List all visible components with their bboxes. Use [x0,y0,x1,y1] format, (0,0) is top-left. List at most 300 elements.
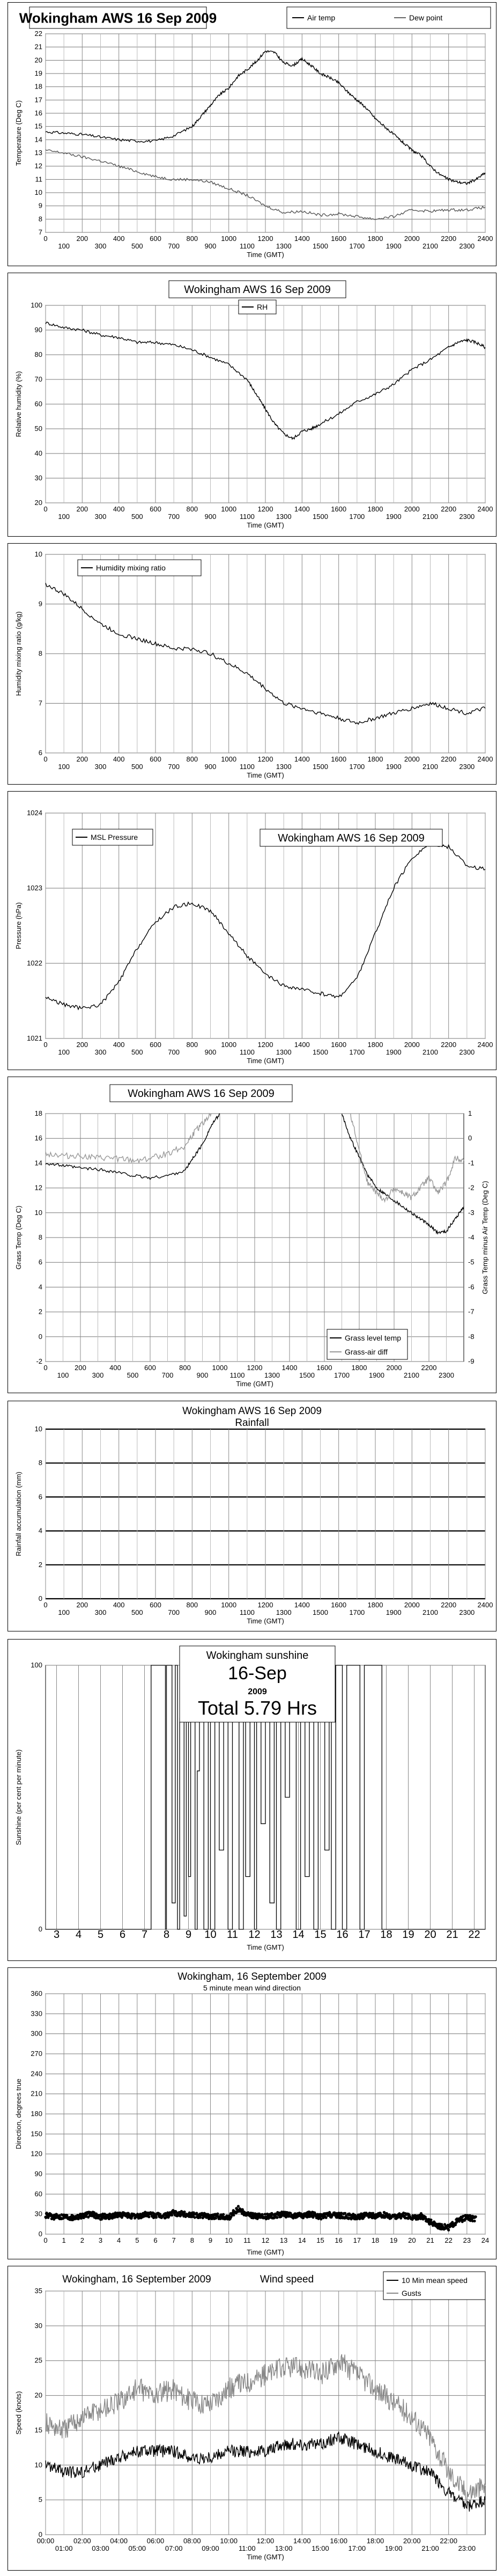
x-tick-label: 2300 [459,763,475,771]
x-tick-label: 300 [94,242,107,250]
wind-direction-point [276,2216,278,2219]
y-tick-label: 8 [38,1459,42,1467]
x-tick-label: 04:00 [110,2537,128,2545]
x-tick-label: 800 [186,755,198,763]
x-axis-label: Time (GMT) [247,521,284,529]
x-tick-label: 700 [168,242,180,250]
x-tick-label: 700 [161,1371,174,1379]
x-tick-label: 12 [261,2236,270,2244]
x-tick-label: 1800 [367,1041,383,1049]
y-axis-label: Temperature (Deg C) [14,100,23,166]
y-tick-label: 100 [31,301,42,309]
x-tick-label: 1200 [257,505,273,513]
rainfall-chart [8,1401,496,1631]
x-tick-label: 800 [186,1601,198,1609]
y-right-tick-label: -9 [468,1357,475,1365]
y-tick-label: 10 [34,1425,42,1433]
x-tick-label: 20:00 [403,2537,421,2545]
y-tick-label: 10 [34,188,42,196]
x-tick-label: 15 [314,1929,327,1941]
x-tick-label: 1400 [294,235,310,243]
y-tick-label: 1023 [27,884,42,892]
x-tick-label: 400 [113,755,125,763]
x-tick-label: 1800 [367,505,383,513]
x-tick-label: 800 [186,1041,198,1049]
x-tick-label: 200 [76,505,88,513]
x-tick-label: 1400 [294,1601,310,1609]
legend-label: RH [257,303,268,311]
y-tick-label: 18 [34,1109,42,1117]
x-tick-label: 9 [185,1929,192,1941]
x-tick-label: 1500 [313,763,328,771]
x-tick-label: 1200 [247,1364,263,1372]
x-tick-label: 1100 [239,763,255,771]
y-tick-label: 10 [34,1208,42,1217]
x-tick-label: 10 [204,1929,217,1941]
x-tick-label: 1000 [221,1601,237,1609]
y-axis-label: Pressure (hPa) [14,902,23,949]
x-tick-label: 400 [109,1364,121,1372]
x-tick-label: 1700 [349,1048,365,1056]
x-tick-label: 1600 [331,1041,347,1049]
chart-year: 2009 [248,1687,267,1696]
x-tick-label: 2000 [404,1041,420,1049]
y-tick-label: 20 [34,499,42,507]
y-tick-label: 70 [34,375,42,383]
y-tick-label: 1021 [27,1034,42,1042]
x-tick-label: 21:00 [421,2544,439,2552]
y-tick-label: 25 [34,2356,42,2365]
x-tick-label: 20 [424,1929,436,1941]
chart-panel-wind-speed [8,2266,496,2571]
x-tick-label: 900 [204,1048,217,1056]
x-tick-label: 18 [371,2236,380,2244]
x-axis-label: Time (GMT) [247,771,284,779]
x-tick-label: 300 [94,1048,107,1056]
x-tick-label: 300 [94,1608,107,1616]
x-tick-label: 2300 [459,1608,475,1616]
chart-title: Wokingham AWS 16 Sep 2009 [182,1406,322,1417]
x-tick-label: 2000 [404,235,420,243]
x-tick-label: 10 [225,2236,233,2244]
x-tick-label: 1100 [239,1608,255,1616]
x-tick-label: 2100 [404,1371,419,1379]
chart-title: Wokingham, 16 September 2009 [62,2274,211,2285]
chart-title: Wokingham AWS 16 Sep 2009 [184,284,331,296]
x-tick-label: 2300 [459,513,475,521]
wind-direction-point [183,2211,186,2213]
chart-title: Wokingham AWS 16 Sep 2009 [128,1088,275,1100]
y-tick-label: 0 [38,1332,42,1341]
y-tick-label: 0 [38,2230,42,2238]
y-right-tick-label: -6 [468,1283,475,1291]
x-tick-label: 1200 [257,755,273,763]
wind-direction-point [475,2215,477,2218]
y-right-tick-label: -4 [468,1233,475,1241]
x-tick-label: 21 [426,2236,434,2244]
y-tick-label: 15 [34,2426,42,2434]
x-tick-label: 11:00 [239,2544,256,2552]
y-tick-label: 17 [34,96,42,104]
x-tick-label: 600 [150,235,161,243]
chart-subtitle: 16-Sep [228,1663,287,1684]
x-tick-label: 23:00 [458,2544,476,2552]
y-tick-label: 80 [34,350,42,358]
wind-direction-point [325,2216,328,2219]
x-tick-label: 600 [150,1601,161,1609]
y-tick-label: 60 [34,2190,42,2198]
x-tick-label: 11 [243,2236,251,2244]
x-tick-label: 2100 [423,763,438,771]
y-tick-label: 30 [34,2209,42,2218]
y-tick-label: 330 [31,2009,42,2018]
y-right-tick-label: -3 [468,1208,475,1217]
x-tick-label: 18:00 [366,2537,384,2545]
x-tick-label: 500 [131,1608,143,1616]
y-tick-label: 12 [34,162,42,170]
y-tick-label: 22 [34,30,42,38]
y-tick-label: 360 [31,1989,42,1997]
y-right-tick-label: 1 [468,1109,472,1117]
y-right-axis-label: Grass Temp minus Air Temp (Deg C) [481,1181,489,1294]
y-tick-label: 4 [38,1526,42,1535]
x-tick-label: 2200 [441,1601,457,1609]
chart-panel-humidity [8,273,496,537]
x-tick-label: 1200 [257,1041,273,1049]
y-tick-label: 10 [34,2461,42,2469]
x-tick-label: 15:00 [312,2544,329,2552]
chart-title: Wokingham sunshine [206,1650,309,1662]
x-tick-label: 1900 [369,1371,384,1379]
x-tick-label: 1100 [239,513,255,521]
legend-label: Air temp [307,13,336,22]
y-tick-label: 6 [38,1258,42,1267]
x-tick-label: 1600 [316,1364,332,1372]
x-tick-label: 13 [270,1929,283,1941]
x-tick-label: 1600 [331,1601,347,1609]
x-tick-label: 20 [408,2236,416,2244]
x-tick-label: 19 [402,1929,414,1941]
x-tick-label: 1900 [386,1048,402,1056]
x-tick-label: 1000 [212,1364,228,1372]
x-tick-label: 1600 [331,755,347,763]
x-tick-label: 07:00 [165,2544,183,2552]
chart-title: Wokingham, 16 September 2009 [177,1971,327,1982]
y-tick-label: 6 [38,1492,42,1501]
y-tick-label: 30 [34,2321,42,2330]
x-tick-label: 300 [94,763,107,771]
legend-label: Humidity mixing ratio [96,564,166,572]
y-tick-label: -2 [36,1357,42,1365]
x-tick-label: 1000 [221,235,237,243]
x-tick-label: 1300 [276,1048,292,1056]
y-tick-label: 5 [38,2496,42,2504]
x-tick-label: 1400 [294,755,310,763]
y-tick-label: 16 [34,1134,42,1143]
x-tick-label: 1400 [294,1041,310,1049]
x-tick-label: 22 [444,2236,453,2244]
y-axis-label: Speed (knots) [14,2391,23,2435]
legend-label: Grass-air diff [345,1348,388,1356]
y-tick-label: 1024 [27,809,42,817]
wind-direction-point [147,2215,150,2218]
y-tick-label: 9 [38,201,42,210]
x-tick-label: 0 [43,1601,48,1609]
x-tick-label: 900 [204,242,217,250]
x-tick-label: 5 [135,2236,139,2244]
x-tick-label: 17:00 [348,2544,366,2552]
x-tick-label: 1800 [367,1601,383,1609]
x-tick-label: 1300 [276,242,292,250]
x-tick-label: 1200 [257,235,273,243]
x-tick-label: 1800 [367,235,383,243]
y-tick-label: 90 [34,2170,42,2178]
x-tick-label: 2100 [423,1608,438,1616]
x-tick-label: 100 [58,763,70,771]
y-tick-label: 20 [34,2391,42,2399]
wind-direction-point [232,2214,235,2216]
x-tick-label: 2200 [441,755,457,763]
y-tick-label: 90 [34,326,42,334]
x-tick-label: 0 [43,755,48,763]
chart-panel-temperature [8,2,496,266]
x-tick-label: 1800 [367,755,383,763]
x-tick-label: 1600 [331,235,347,243]
x-tick-label: 400 [113,1041,125,1049]
x-tick-label: 5 [97,1929,104,1941]
x-tick-label: 800 [179,1364,191,1372]
x-tick-label: 100 [58,1608,70,1616]
chart-panel-mixing-ratio [8,543,496,785]
y-tick-label: 10 [34,550,42,558]
x-tick-label: 2400 [477,505,493,513]
x-tick-label: 6 [153,2236,158,2244]
x-tick-label: 1800 [351,1364,367,1372]
x-tick-label: 03:00 [92,2544,109,2552]
y-tick-label: 180 [31,2110,42,2118]
x-tick-label: 900 [204,513,217,521]
chart-panel-sunshine [8,1639,496,1961]
x-tick-label: 14 [298,2236,306,2244]
x-tick-label: 600 [150,755,161,763]
chart-subtitle: Wind speed [260,2274,314,2285]
x-tick-label: 9 [208,2236,213,2244]
y-tick-label: 19 [34,69,42,77]
x-tick-label: 1 [62,2236,66,2244]
y-right-tick-label: -7 [468,1307,475,1316]
legend-label: 10 Min mean speed [402,2276,468,2285]
y-axis-label: Rainfall accumulation (mm) [14,1472,23,1556]
x-tick-label: 2100 [423,1048,438,1056]
wind-direction-point [222,2213,225,2216]
x-tick-label: 0 [43,2236,48,2244]
x-tick-label: 2300 [459,1048,475,1056]
x-tick-label: 1400 [281,1364,298,1372]
y-tick-label: 12 [34,1183,42,1192]
y-right-tick-label: 0 [468,1134,472,1143]
wind-direction-point [237,2205,240,2208]
mixing-ratio-chart [8,544,496,784]
x-tick-label: 19:00 [384,2544,403,2552]
x-tick-label: 10:00 [220,2537,238,2545]
x-tick-label: 1300 [276,763,292,771]
y-tick-label: 18 [34,82,42,91]
x-tick-label: 0 [43,1364,48,1372]
x-tick-label: 05:00 [128,2544,146,2552]
y-tick-label: 1022 [27,959,42,967]
y-tick-label: 50 [34,425,42,433]
x-tick-label: 13:00 [275,2544,293,2552]
x-tick-label: 16:00 [330,2537,347,2545]
chart-panel-pressure [8,791,496,1070]
x-tick-label: 400 [113,235,125,243]
x-tick-label: 1100 [229,1371,245,1379]
x-tick-label: 4 [75,1929,82,1941]
x-tick-label: 24 [481,2236,490,2244]
wind-direction-point [429,2219,432,2221]
chart-subtitle: Rainfall [235,1417,269,1429]
y-tick-label: 270 [31,2050,42,2058]
x-tick-label: 500 [131,242,143,250]
x-tick-label: 14 [292,1929,305,1941]
x-tick-label: 1000 [221,505,237,513]
x-axis-label: Time (GMT) [247,2553,284,2561]
wind-direction-point [473,2220,476,2222]
x-tick-label: 12:00 [256,2537,275,2545]
legend-label: MSL Pressure [91,833,138,841]
y-tick-label: 0 [38,1594,42,1602]
y-axis-label: Sunshine (per cent per minute) [14,1749,23,1846]
y-tick-label: 210 [31,2089,42,2098]
legend-label: Dew point [409,13,443,22]
x-tick-label: 100 [58,513,70,521]
x-tick-label: 300 [92,1371,104,1379]
x-tick-label: 21 [446,1929,458,1941]
y-tick-label: 21 [34,42,42,51]
x-axis-label: Time (GMT) [247,1057,284,1065]
pressure-chart [8,792,496,1070]
x-tick-label: 700 [168,1608,180,1616]
x-tick-label: 15 [316,2236,324,2244]
x-tick-label: 1300 [276,513,292,521]
x-tick-label: 500 [131,513,143,521]
y-tick-label: 100 [31,1661,42,1669]
x-tick-label: 1700 [349,763,365,771]
wind-speed-chart [8,2266,496,2570]
y-tick-label: 8 [38,649,42,657]
x-tick-label: 200 [76,755,88,763]
x-tick-label: 14:00 [293,2537,311,2545]
x-tick-label: 1300 [264,1371,280,1379]
x-tick-label: 18 [380,1929,392,1941]
x-tick-label: 00:00 [36,2537,55,2545]
x-tick-label: 1300 [276,1608,292,1616]
legend-label: Grass level temp [345,1334,402,1342]
x-tick-label: 700 [168,763,180,771]
x-tick-label: 1500 [313,242,328,250]
chart-panel-rainfall [8,1401,496,1631]
x-tick-label: 400 [113,505,125,513]
x-tick-label: 700 [168,513,180,521]
x-axis-label: Time (GMT) [247,1617,284,1625]
y-tick-label: 7 [38,228,42,236]
y-tick-label: 2 [38,1307,42,1316]
y-tick-label: 14 [34,1159,42,1167]
y-tick-label: 120 [31,2149,42,2158]
x-tick-label: 2400 [477,755,493,763]
x-tick-label: 1500 [299,1371,315,1379]
x-tick-label: 11 [227,1929,238,1941]
x-tick-label: 16 [335,2236,343,2244]
x-tick-label: 200 [76,1041,88,1049]
x-tick-label: 2100 [423,513,438,521]
y-tick-label: 7 [38,699,42,707]
chart-panel-grass-temp [8,1077,496,1393]
chart-subtitle: 5 minute mean wind direction [203,1984,301,1992]
wind-direction-point [65,2214,68,2216]
x-tick-label: 1100 [239,242,255,250]
x-tick-label: 06:00 [146,2537,165,2545]
x-tick-label: 1700 [349,1608,365,1616]
y-right-tick-label: -1 [468,1159,475,1167]
y-tick-label: 16 [34,109,42,117]
x-tick-label: 900 [204,1608,217,1616]
x-tick-label: 1000 [221,755,237,763]
y-tick-label: 300 [31,2029,42,2038]
x-tick-label: 22 [468,1929,480,1941]
wind-direction-point [171,2214,173,2216]
x-axis-label: Time (GMT) [236,1380,273,1388]
y-tick-label: 30 [34,474,42,482]
x-tick-label: 1500 [313,513,328,521]
x-tick-label: 19 [389,2236,398,2244]
x-tick-label: 1700 [349,242,365,250]
grass-temp-chart [8,1077,496,1393]
y-tick-label: 240 [31,2069,42,2078]
temperature-chart [8,3,496,266]
x-tick-label: 2300 [459,242,475,250]
y-axis-label: Direction, degrees true [14,2079,23,2149]
y-tick-label: 6 [38,749,42,757]
wind-direction-point [216,2213,219,2215]
x-tick-label: 16 [336,1929,349,1941]
chart-total: Total 5.79 Hrs [197,1697,317,1719]
x-tick-label: 08:00 [183,2537,201,2545]
x-tick-label: 3 [53,1929,60,1941]
x-tick-label: 2400 [477,1041,493,1049]
x-tick-label: 2200 [441,235,457,243]
x-tick-label: 2200 [441,505,457,513]
x-tick-label: 2400 [477,235,493,243]
x-tick-label: 600 [150,1041,161,1049]
x-axis-label: Time (GMT) [247,1943,284,1951]
x-tick-label: 8 [190,2236,194,2244]
y-tick-label: 15 [34,122,42,130]
sunshine-chart [8,1640,496,1960]
x-tick-label: 900 [204,763,217,771]
wind-direction-point [155,2216,158,2219]
x-tick-label: 17 [358,1929,370,1941]
y-right-tick-label: -5 [468,1258,475,1267]
x-tick-label: 2000 [386,1364,402,1372]
x-tick-label: 02:00 [73,2537,91,2545]
x-tick-label: 3 [98,2236,103,2244]
y-tick-label: 9 [38,599,42,608]
x-tick-label: 1700 [349,513,365,521]
x-tick-label: 800 [186,235,198,243]
x-tick-label: 600 [144,1364,156,1372]
y-tick-label: 35 [34,2287,42,2295]
